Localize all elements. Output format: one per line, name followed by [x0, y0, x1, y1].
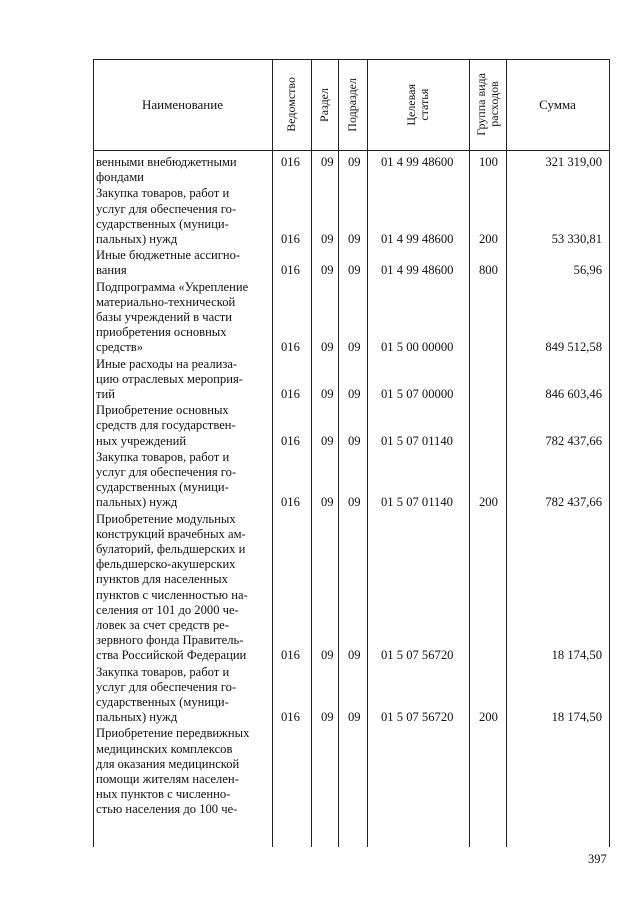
row-name-line: зервного фонда Правитель- — [96, 633, 244, 648]
row-name — [96, 403, 268, 449]
row-name-line: медицинских комплексов — [96, 741, 233, 756]
table-row — [93, 155, 610, 185]
header-razdel: Раздел — [317, 87, 331, 122]
row-name-line: услуг для обеспечения го- — [96, 201, 237, 216]
header-podrazdel-cell — [338, 59, 367, 150]
row-name-line: приобретения основных — [96, 325, 227, 340]
cell-summa: 782 437,66 — [545, 495, 602, 510]
cell-podrazdel: 09 — [348, 340, 361, 355]
table-row — [93, 450, 610, 511]
cell-gruppa: 200 — [479, 495, 498, 510]
header-vedomstvo: Ведомство — [284, 77, 298, 132]
cell-podrazdel: 09 — [348, 495, 361, 510]
row-name-line: базы учреждений в части — [96, 310, 233, 324]
cell-vedomstvo: 016 — [281, 433, 300, 448]
cell-vedomstvo: 016 — [281, 340, 300, 355]
table-row — [93, 357, 610, 403]
cell-summa: 18 174,50 — [551, 710, 602, 725]
cell-podrazdel: 09 — [348, 710, 361, 725]
row-name-line: для оказания медицинской — [96, 756, 240, 771]
row-name-line: Иные бюджетные ассигно- — [96, 248, 241, 263]
row-name-line: Приобретение передвижных — [96, 726, 250, 741]
row-name-line: услуг для обеспечения го- — [96, 679, 237, 694]
cell-razdel: 09 — [321, 386, 334, 401]
header-name-cell — [93, 59, 272, 150]
row-name-line: сударственных (муници- — [96, 480, 229, 495]
row-name — [96, 357, 268, 403]
row-name-line: венными внебюджетными — [96, 155, 237, 169]
cell-celevaya: 01 5 00 00000 — [381, 340, 454, 355]
row-name-line: материально-технической — [96, 294, 236, 309]
table-row — [93, 512, 610, 664]
cell-celevaya: 01 5 07 01140 — [381, 433, 453, 448]
row-name-line: Закупка товаров, работ и — [96, 664, 230, 679]
table-row — [93, 665, 610, 726]
row-name-line: Приобретение модульных — [96, 511, 236, 526]
row-name-line: Закупка товаров, работ и — [96, 449, 230, 464]
cell-podrazdel: 09 — [348, 386, 361, 401]
row-name-line: Закупка товаров, работ и — [96, 186, 230, 201]
cell-summa: 18 174,50 — [551, 648, 602, 663]
row-name-line: фондами — [96, 170, 144, 185]
row-name-line: ных учреждений — [96, 433, 187, 448]
row-name — [96, 450, 268, 511]
cell-razdel: 09 — [321, 495, 334, 510]
row-name — [96, 280, 268, 356]
budget-table — [93, 59, 610, 847]
cell-podrazdel: 09 — [348, 231, 361, 246]
row-name-line: ных пунктов с численно- — [96, 787, 231, 802]
cell-summa: 321 319,00 — [545, 155, 602, 169]
row-name-line: конструкций врачебных ам- — [96, 526, 246, 541]
header-summa: Сумма — [539, 96, 576, 112]
row-name-line: фельдшерско-акушерских — [96, 557, 236, 572]
header-gruppa-cell — [469, 59, 506, 150]
row-name-line: средств для государствен- — [96, 418, 236, 433]
cell-gruppa: 200 — [479, 231, 498, 246]
cell-summa: 849 512,58 — [545, 340, 602, 355]
row-name-line: стью населения до 100 че- — [96, 802, 238, 817]
row-name-line: булаторий, фельдшерских и — [96, 542, 246, 556]
cell-razdel: 09 — [321, 231, 334, 246]
header-podrazdel: Подраздел — [345, 77, 359, 132]
header-celevaya-cell — [367, 59, 469, 150]
header-razdel-cell — [311, 59, 338, 150]
row-name — [96, 186, 268, 247]
cell-razdel: 09 — [321, 433, 334, 448]
header-summa-cell — [506, 59, 609, 150]
cell-vedomstvo: 016 — [281, 231, 300, 246]
row-name-line: пальных) нужд — [96, 495, 178, 510]
table-row — [93, 186, 610, 247]
cell-celevaya: 01 5 07 56720 — [381, 710, 454, 725]
row-name-line: ловек за счет средств ре- — [96, 618, 229, 633]
cell-celevaya: 01 4 99 48600 — [381, 263, 454, 278]
row-name-line: пунктов с численностью на- — [96, 587, 248, 602]
header-gruppa: Группа вида расходов — [473, 73, 501, 136]
row-name-line: Подпрограмма «Укрепление — [96, 279, 249, 294]
cell-razdel: 09 — [321, 710, 334, 725]
row-name-line: средств» — [96, 340, 144, 355]
cell-gruppa: 100 — [479, 155, 498, 169]
table-row — [93, 403, 610, 449]
cell-vedomstvo: 016 — [281, 155, 300, 169]
table-row — [93, 726, 610, 817]
row-name-line: тий — [96, 387, 115, 401]
cell-vedomstvo: 016 — [281, 648, 300, 663]
cell-summa: 53 330,81 — [551, 231, 602, 246]
row-name-line: помощи жителям населен- — [96, 772, 239, 786]
cell-celevaya: 01 5 07 01140 — [381, 495, 453, 510]
row-name — [96, 726, 268, 817]
header-divider — [93, 150, 610, 151]
cell-celevaya: 01 5 07 00000 — [381, 386, 454, 401]
cell-razdel: 09 — [321, 155, 334, 169]
header-vedomstvo-cell — [272, 59, 311, 150]
row-name — [96, 155, 268, 185]
cell-vedomstvo: 016 — [281, 710, 300, 725]
cell-razdel: 09 — [321, 263, 334, 278]
cell-celevaya: 01 5 07 56720 — [381, 648, 454, 663]
row-name — [96, 665, 268, 726]
row-name-line: пунктов для населенных — [96, 572, 228, 587]
cell-podrazdel: 09 — [348, 433, 361, 448]
table-row — [93, 248, 610, 278]
row-name-line: Приобретение основных — [96, 403, 229, 418]
row-name-line: ства Российской Федерации — [96, 648, 247, 663]
cell-summa: 846 603,46 — [545, 386, 602, 401]
row-name — [96, 248, 268, 278]
cell-celevaya: 01 4 99 48600 — [381, 155, 454, 169]
cell-summa: 782 437,66 — [545, 433, 602, 448]
table-row — [93, 280, 610, 356]
cell-podrazdel: 09 — [348, 263, 361, 278]
row-name-line: услуг для обеспечения го- — [96, 465, 237, 479]
row-name-line: пальных) нужд — [96, 232, 178, 246]
cell-razdel: 09 — [321, 340, 334, 355]
row-name-line: сударственных (муници- — [96, 695, 229, 709]
page-number: 397 — [588, 852, 607, 866]
cell-vedomstvo: 016 — [281, 386, 300, 401]
cell-gruppa: 200 — [479, 710, 498, 725]
row-name-line: селения от 101 до 2000 че- — [96, 602, 239, 617]
row-name-line: Иные расходы на реализа- — [96, 356, 238, 371]
cell-razdel: 09 — [321, 648, 334, 663]
header-name: Наименование — [142, 96, 223, 112]
row-name-line: сударственных (муници- — [96, 216, 229, 231]
cell-vedomstvo: 016 — [281, 495, 300, 510]
row-name — [96, 512, 268, 664]
row-name-line: цию отраслевых мероприя- — [96, 371, 243, 386]
cell-celevaya: 01 4 99 48600 — [381, 231, 454, 246]
row-name-line: пальных) нужд — [96, 710, 178, 725]
cell-gruppa: 800 — [479, 263, 498, 278]
header-celevaya: Целевая статья — [404, 83, 431, 126]
cell-podrazdel: 09 — [348, 155, 361, 169]
cell-summa: 56,96 — [573, 263, 602, 278]
cell-podrazdel: 09 — [348, 648, 361, 663]
cell-vedomstvo: 016 — [281, 263, 300, 278]
row-name-line: вания — [96, 263, 127, 278]
